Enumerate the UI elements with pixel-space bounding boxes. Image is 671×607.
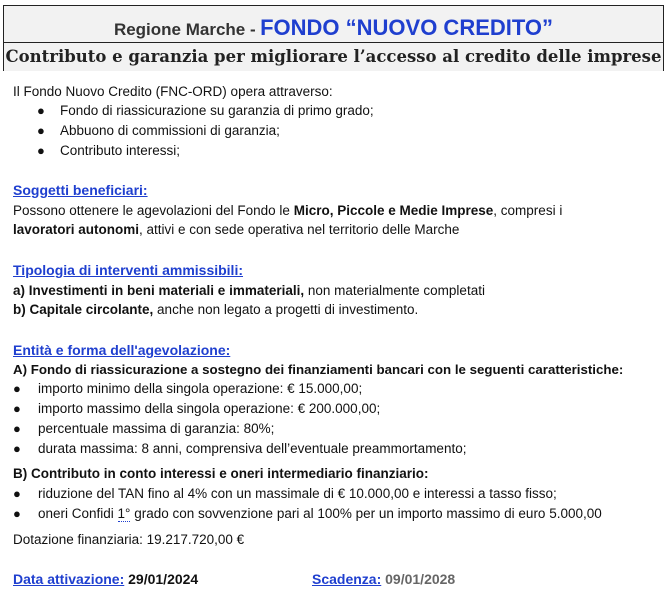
- bullet-icon: ●: [13, 381, 21, 396]
- page-title: FONDO “NUOVO CREDITO”: [260, 15, 554, 40]
- section-heading-beneficiari: Soggetti beneficiari:: [13, 182, 148, 198]
- tipologia-item-a: a) Investimenti in beni materiali e immateriali, non materialmente completati: [13, 283, 485, 298]
- bullet-icon: ●: [13, 421, 21, 436]
- beneficiari-line-2: lavoratori autonomi, attivi e con sede operativa nel territorio delle Marche: [13, 222, 460, 237]
- beneficiari-line-1: Possono ottenere le agevolazioni del Fondo le Micro, Piccole e Medie Imprese, compresi i: [13, 203, 563, 218]
- data-attivazione: [13, 570, 198, 588]
- bullet-icon: ●: [13, 486, 21, 501]
- bullet-icon: ●: [13, 441, 21, 456]
- dotazione-finanziaria: Dotazione finanziaria: 19.217.720,00 €: [13, 532, 245, 547]
- region-label: Regione Marche -: [113, 20, 256, 39]
- section-heading-entita: Entità e forma dell'agevolazione:: [13, 342, 231, 358]
- bullet-icon: ●: [13, 401, 21, 416]
- page-subtitle: Contributo e garanzia per migliorare l’accesso al credito delle imprese: [4, 43, 663, 71]
- bullet-icon: ●: [37, 143, 45, 158]
- scadenza-value: 09/01/2028: [385, 571, 456, 587]
- attivazione-label: Data attivazione:: [13, 571, 125, 587]
- entita-b-title: B) Contributo in conto interessi e oneri intermediario finanziario:: [13, 466, 429, 481]
- section-heading-tipologia: Tipologia di interventi ammissibili:: [13, 262, 244, 278]
- scadenza-label: Scadenza:: [312, 571, 382, 587]
- entita-a-title: A) Fondo di riassicurazione a sostegno dei finanziamenti bancari con le seguenti caratteristiche:: [13, 362, 624, 377]
- intro-text: Il Fondo Nuovo Credito (FNC-ORD) opera attraverso:: [13, 84, 333, 99]
- tipologia-item-b: b) Capitale circolante, anche non legato a progetti di investimento.: [13, 302, 419, 317]
- bullet-icon: ●: [13, 506, 21, 521]
- bullet-icon: ●: [37, 103, 45, 118]
- title-row: [4, 6, 663, 43]
- attivazione-value: 29/01/2024: [128, 571, 199, 587]
- bullet-icon: ●: [37, 123, 45, 138]
- header-box: [3, 5, 664, 71]
- data-scadenza: [312, 570, 455, 588]
